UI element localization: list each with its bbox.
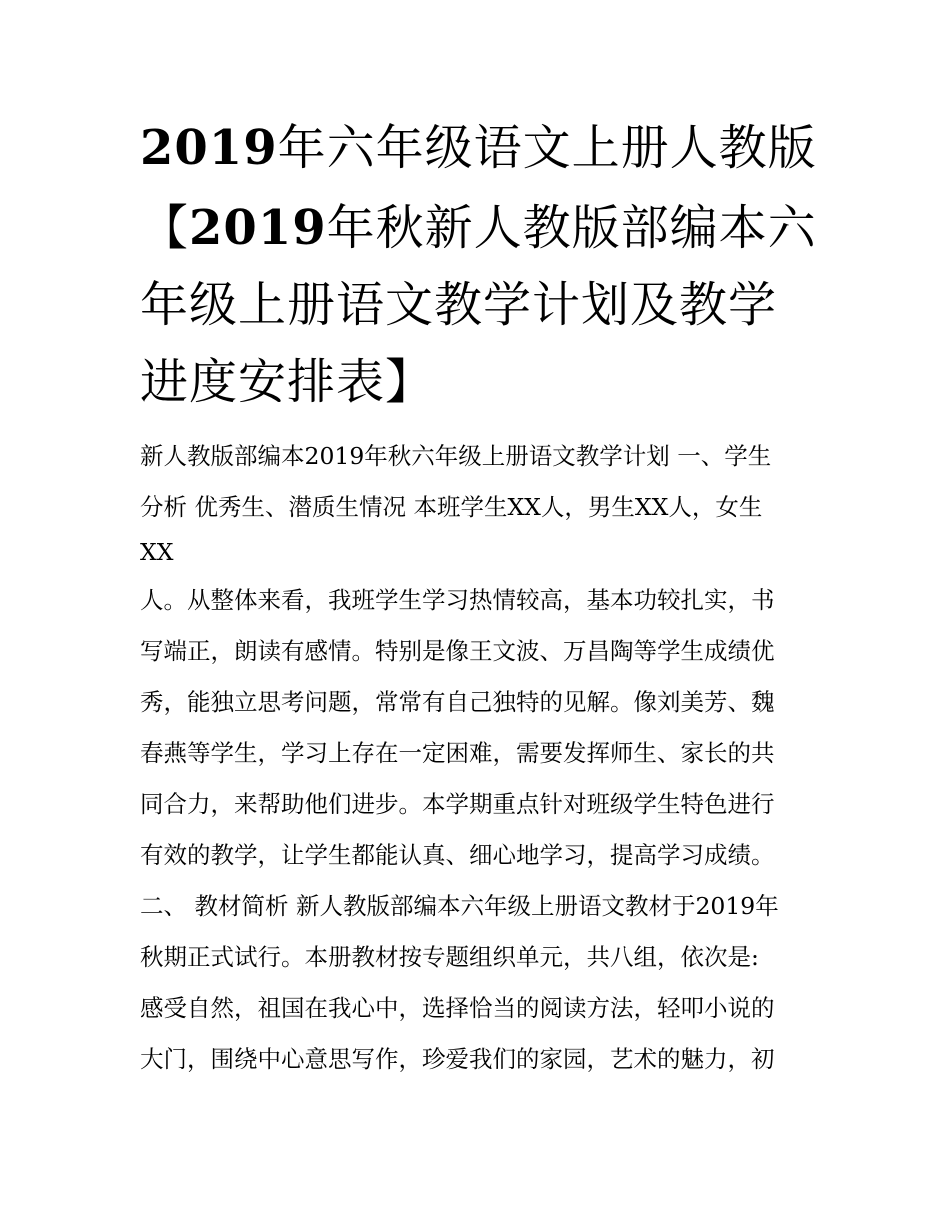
body-text-line: 写端正，朗读有感情。特别是像王文波、万昌陶等学生成绩优 xyxy=(140,637,775,665)
body-text-line: 有效的教学，让学生都能认真、细心地学习，提高学习成绩。 xyxy=(140,841,775,869)
body-text-line: 春燕等学生，学习上存在一定困难，需要发挥师生、家长的共 xyxy=(140,739,775,767)
body-text-line: 大门，围绕中心意思写作，珍爱我们的家园，艺术的魅力，初 xyxy=(140,1045,775,1073)
body-text-line: 人。从整体来看，我班学生学习热情较高，基本功较扎实，书 xyxy=(140,586,775,614)
document-title-line-1: 2019年六年级语文上册人教版 xyxy=(140,120,817,176)
body-text-line: 感受自然，祖国在我心中，选择恰当的阅读方法，轻叩小说的 xyxy=(140,994,775,1022)
document-title-line-2: 【2019年秋新人教版部编本六 xyxy=(140,200,817,256)
body-text-line: XX xyxy=(140,538,174,566)
document-title-line-4: 进度安排表】 xyxy=(140,354,435,410)
body-text-line: 秋期正式试行。本册教材按专题组织单元，共八组，依次是: xyxy=(140,943,759,971)
body-text-line: 新人教版部编本2019年秋六年级上册语文教学计划 一、学生 xyxy=(140,442,772,470)
body-text-line: 秀，能独立思考问题，常常有自己独特的见解。像刘美芳、魏 xyxy=(140,688,775,716)
document-title-line-3: 年级上册语文教学计划及教学 xyxy=(140,277,778,333)
body-text-line: 同合力，来帮助他们进步。本学期重点针对班级学生特色进行 xyxy=(140,790,775,818)
body-text-line: 分析 优秀生、潜质生情况 本班学生XX人，男生XX人，女生 xyxy=(140,493,763,521)
body-text-line: 二、 教材简析 新人教版部编本六年级上册语文教材于2019年 xyxy=(140,892,779,920)
